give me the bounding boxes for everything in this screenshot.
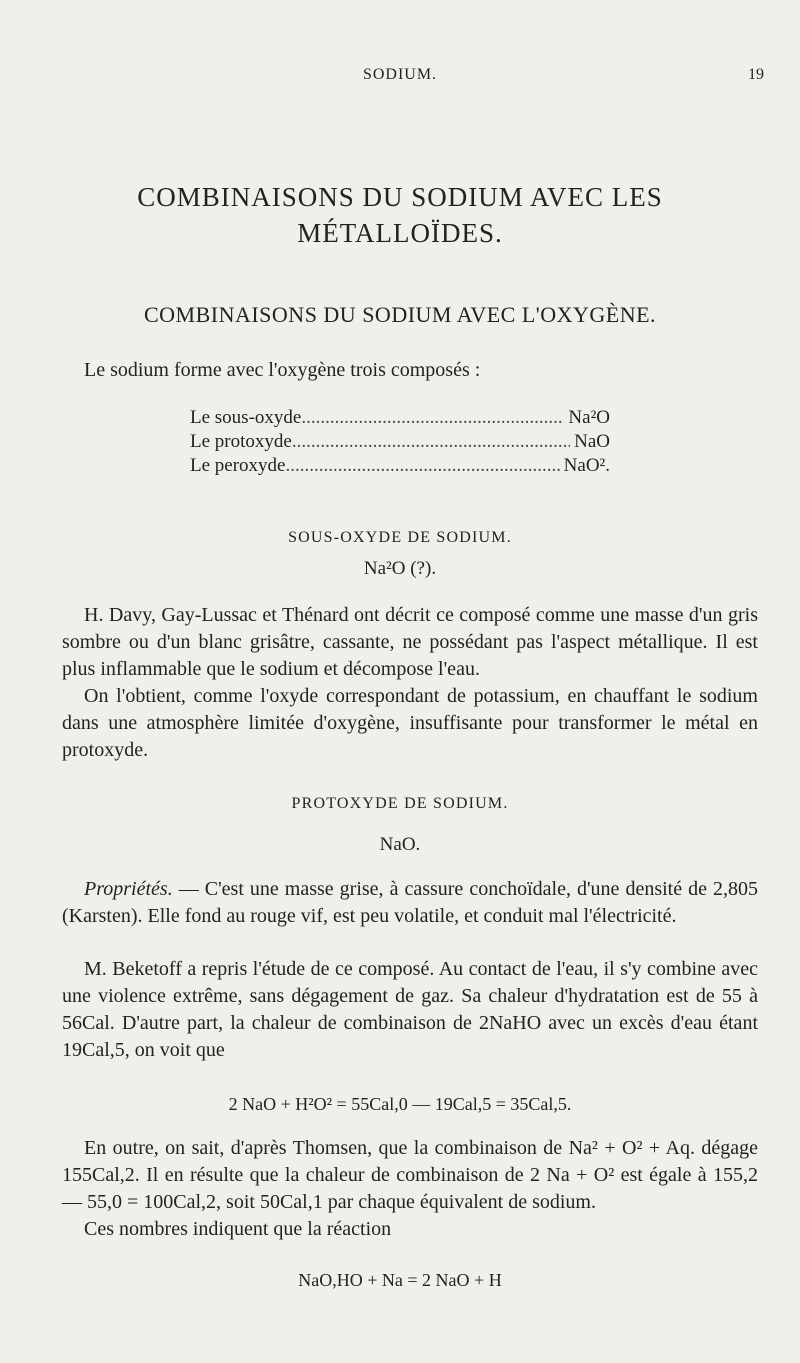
paragraph-sous-oxyde-description: H. Davy, Gay-Lussac et Thénard ont décrit ce composé comme une masse d'un gris sombre ou d'un blanc grisâtre, cassante, ne possédant pas l'aspect métallique. Il est plus inflammable que le sodium et décompose l'eau. (62, 604, 758, 680)
compound-name: Le peroxyde (190, 455, 286, 476)
compound-row (190, 431, 610, 455)
chapter-title-line2: MÉTALLOÏDES. (297, 218, 503, 248)
compound-row (190, 407, 610, 431)
proprietes-label: Propriétés. (84, 878, 173, 900)
equation-hydratation: 2 NaO + H²O² = 55Cal,0 — 19Cal,5 = 35Cal,5. (228, 1094, 572, 1114)
equation-reaction: NaO,HO + Na = 2 NaO + H (298, 1270, 502, 1290)
page-number: 19 (748, 66, 764, 83)
proprietes-text: — C'est une masse grise, à cassure conchoïdale, d'une densité de 2,805 (Karsten). Elle fond au rouge vif, est peu volatile, et conduit mal l'électricité. (62, 878, 758, 927)
compound-name: Le sous-oxyde (190, 407, 302, 428)
chapter-title-line1: COMBINAISONS DU SODIUM AVEC LES (137, 182, 663, 212)
subsection-heading-protoxyde: PROTOXYDE DE SODIUM. (291, 795, 509, 812)
compound-formula: NaO². (563, 455, 610, 476)
formula-protoxyde: NaO. (379, 834, 421, 855)
compound-formula: NaO (574, 431, 610, 452)
paragraph-proprietes (62, 876, 758, 930)
paragraph-thomsen: En outre, on sait, d'après Thomsen, que la combinaison de Na² + O² + Aq. dégage 155Cal,2. Il en résulte que la chaleur de combinaison de 2 Na + O² est égale à 155,2 — 55,0 = 100Cal,2, soit 50Cal,1 par chaque équivalent de sodium. (62, 1137, 758, 1213)
leader-dots (285, 455, 559, 479)
section-heading: COMBINAISONS DU SODIUM AVEC L'OXYGÈNE. (143, 302, 657, 327)
paragraph-ces-nombres: Ces nombres indiquent que la réaction (84, 1218, 392, 1240)
paragraph-sous-oxyde-preparation: On l'obtient, comme l'oxyde correspondant de potassium, en chauffant le sodium dans une atmosphère limitée d'oxygène, insuffisante pour transformer le métal en protoxyde. (62, 685, 758, 761)
running-header: SODIUM. (362, 66, 438, 83)
leader-dots (301, 407, 564, 431)
formula-sous-oxyde: Na²O (?). (363, 558, 437, 579)
subsection-heading-sous-oxyde: SOUS-OXYDE DE SODIUM. (288, 529, 512, 546)
compound-row (190, 455, 610, 479)
paragraph-beketoff: M. Beketoff a repris l'étude de ce composé. Au contact de l'eau, il s'y combine avec une violence extrême, sans dégagement de gaz. Sa chaleur d'hydratation est de 55 à 56Cal. D'autre part, la chaleur de combinaison de 2NaHO avec un excès d'eau étant 19Cal,5, on voit que (62, 958, 758, 1061)
compound-name: Le protoxyde (190, 431, 292, 452)
section-intro: Le sodium forme avec l'oxygène trois composés : (84, 359, 481, 381)
leader-dots (292, 431, 570, 455)
compound-formula: Na²O (568, 407, 610, 428)
